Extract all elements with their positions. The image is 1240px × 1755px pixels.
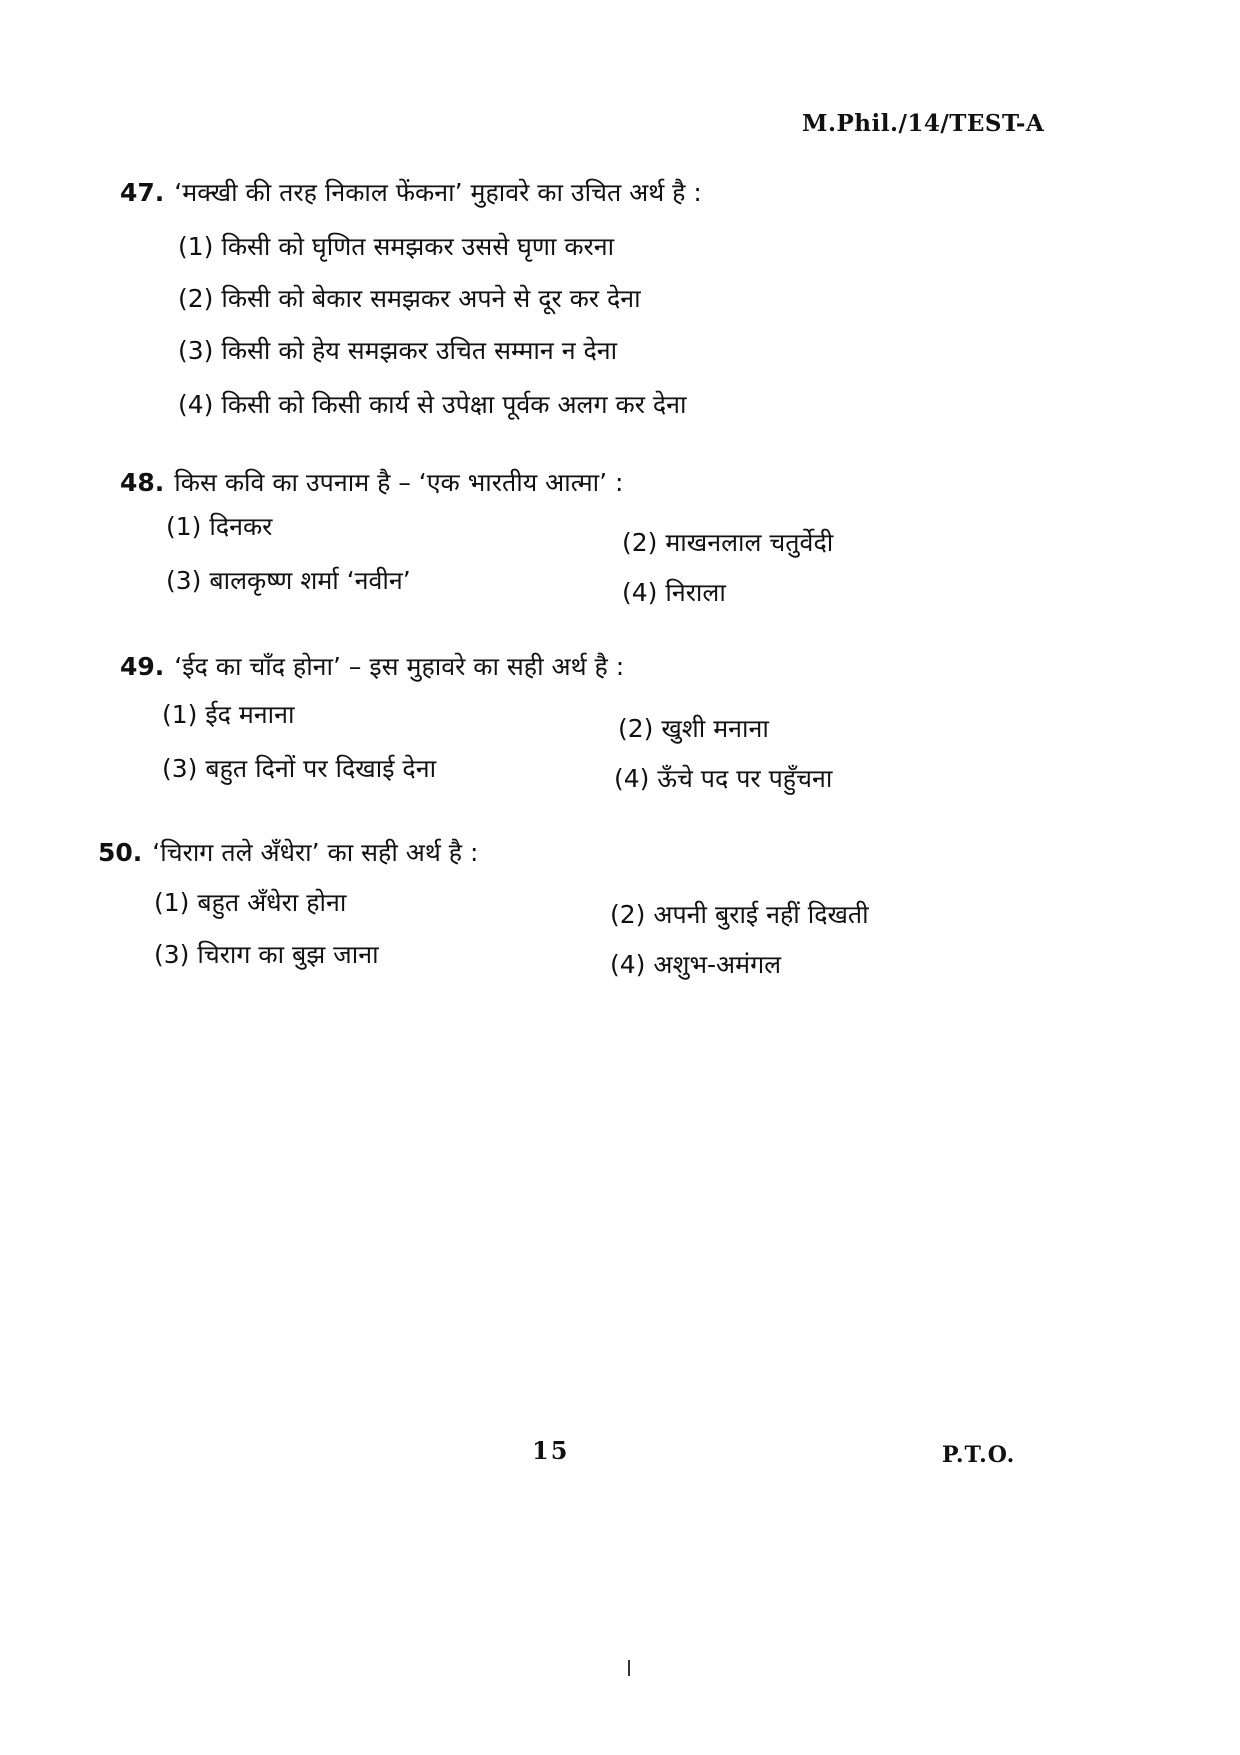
question-47-option-1: (1) किसी को घृणित समझकर उससे घृणा करना (178, 232, 615, 261)
question-49-option-3: (3) बहुत दिनों पर दिखाई देना (162, 754, 437, 783)
question-49-option-2: (2) खुशी मनाना (618, 714, 769, 743)
question-number: 47. (120, 178, 165, 207)
question-49-option-4: (4) ऊँचे पद पर पहुँचना (614, 764, 833, 793)
question-text: ‘चिराग तले अँधेरा’ का सही अर्थ है : (152, 838, 479, 867)
question-48-option-4: (4) निराला (622, 578, 726, 607)
scan-mark (628, 1660, 630, 1676)
question-49 (120, 650, 624, 684)
question-number: 50. (98, 838, 143, 867)
exam-header-code: M.Phil./14/TEST-A (802, 110, 1045, 137)
question-48-option-2: (2) माखनलाल चतुर्वेदी (622, 528, 834, 557)
question-47-option-2: (2) किसी को बेकार समझकर अपने से दूर कर देना (178, 284, 641, 313)
pto-note: P.T.O. (942, 1442, 1016, 1468)
question-50-option-3: (3) चिराग का बुझ जाना (154, 940, 379, 969)
question-47-option-4: (4) किसी को किसी कार्य से उपेक्षा पूर्वक अलग कर देना (178, 390, 687, 419)
question-50-option-1: (1) बहुत अँधेरा होना (154, 888, 347, 917)
question-text: किस कवि का उपनाम है – ‘एक भारतीय आत्मा’ : (174, 468, 624, 497)
question-50-option-4: (4) अशुभ-अमंगल (610, 950, 782, 979)
question-text: ‘ईद का चाँद होना’ – इस मुहावरे का सही अर्थ है : (174, 652, 625, 681)
question-48-option-1: (1) दिनकर (166, 512, 273, 541)
question-48-option-3: (3) बालकृष्ण शर्मा ‘नवीन’ (166, 566, 411, 595)
question-48 (120, 466, 623, 500)
question-number: 49. (120, 652, 165, 681)
question-50-option-2: (2) अपनी बुराई नहीं दिखती (610, 900, 869, 929)
question-49-option-1: (1) ईद मनाना (162, 700, 295, 729)
question-50 (98, 836, 478, 870)
question-47 (120, 176, 702, 210)
question-number: 48. (120, 468, 165, 497)
question-47-option-3: (3) किसी को हेय समझकर उचित सम्मान न देना (178, 336, 618, 365)
question-text: ‘मक्खी की तरह निकाल फेंकना’ मुहावरे का उचित अर्थ है : (174, 178, 702, 207)
page-number: 15 (532, 1436, 570, 1465)
